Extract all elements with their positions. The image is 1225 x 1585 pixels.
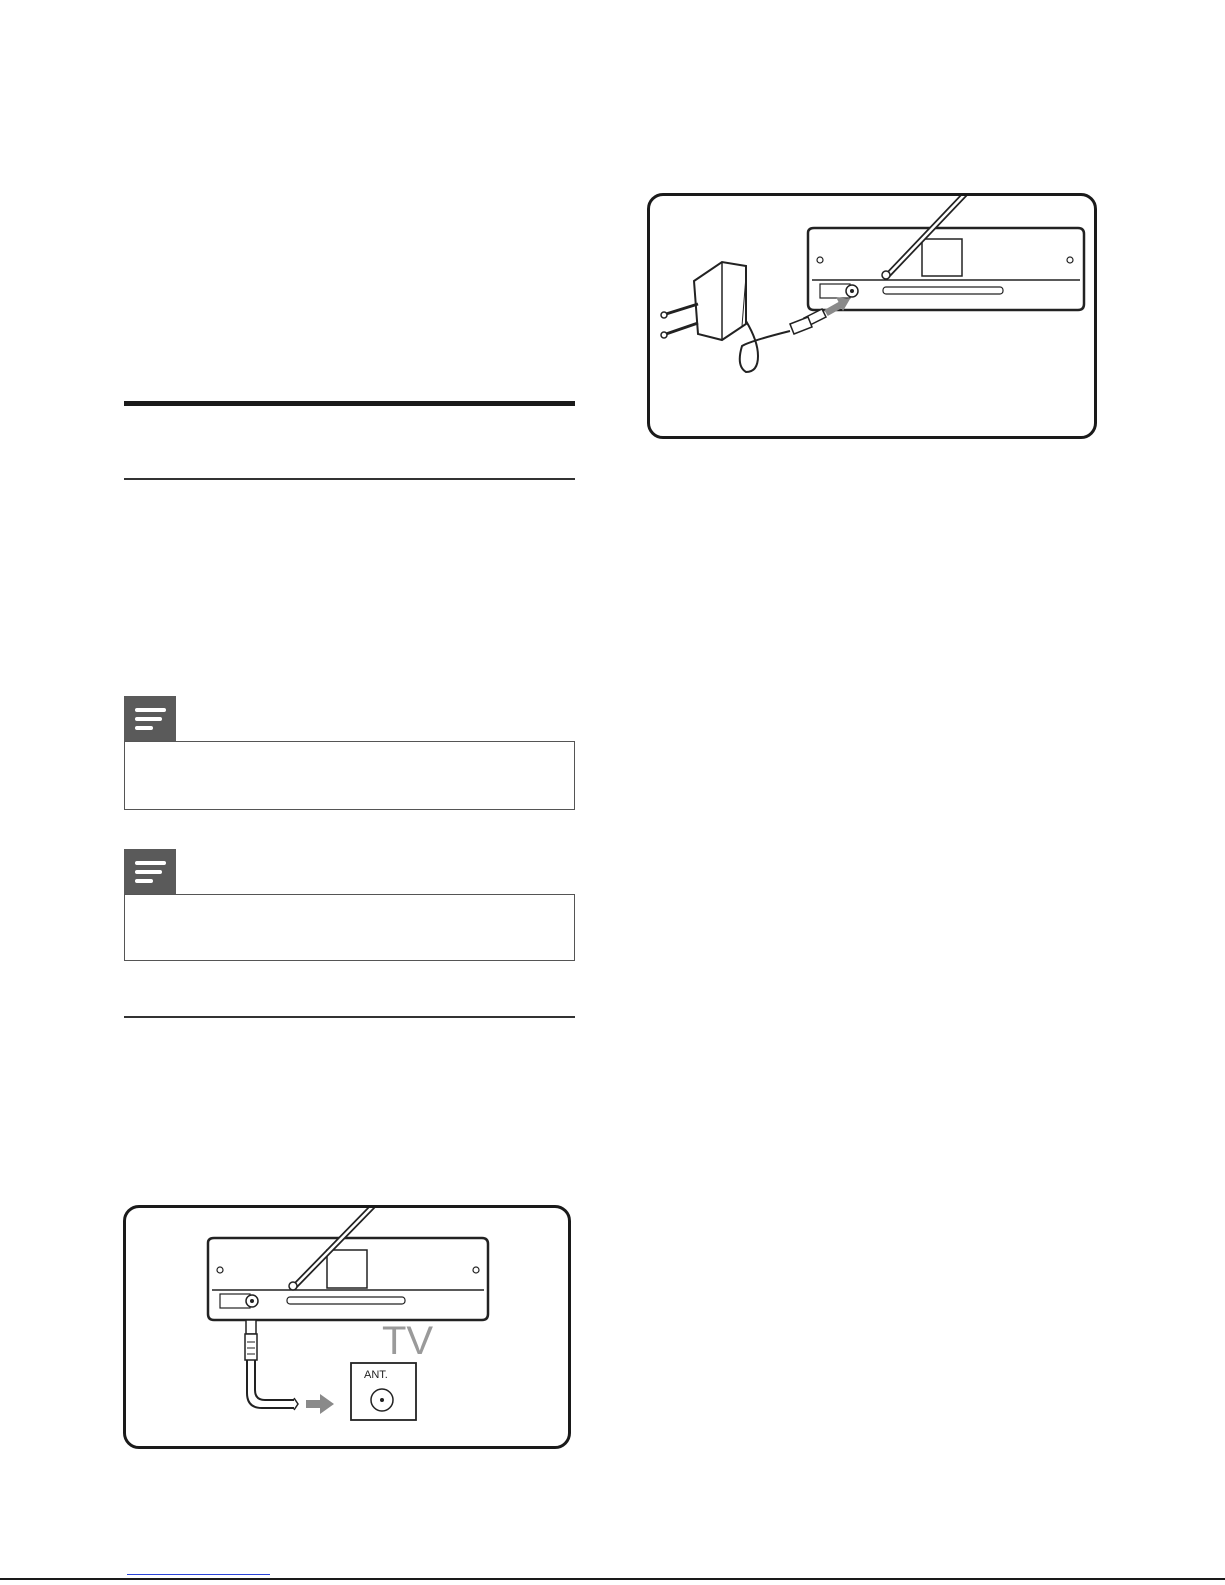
power-adapter-connection-illustration bbox=[650, 196, 1100, 442]
power-adapter-figure bbox=[647, 193, 1097, 439]
footer-link-underline bbox=[127, 1574, 270, 1575]
footer-rule bbox=[0, 1578, 1225, 1580]
antenna-figure bbox=[123, 1205, 571, 1449]
subsection-rule bbox=[124, 1016, 575, 1018]
section-heading-rule bbox=[124, 401, 575, 406]
note-icon bbox=[124, 696, 176, 743]
note-icon bbox=[124, 849, 176, 896]
subsection-rule bbox=[124, 478, 575, 480]
tv-antenna-connection-illustration bbox=[126, 1208, 574, 1452]
tv-label: TV bbox=[382, 1319, 434, 1363]
note-box bbox=[124, 894, 575, 961]
note-box bbox=[124, 741, 575, 810]
ant-label: ANT. bbox=[364, 1369, 388, 1381]
